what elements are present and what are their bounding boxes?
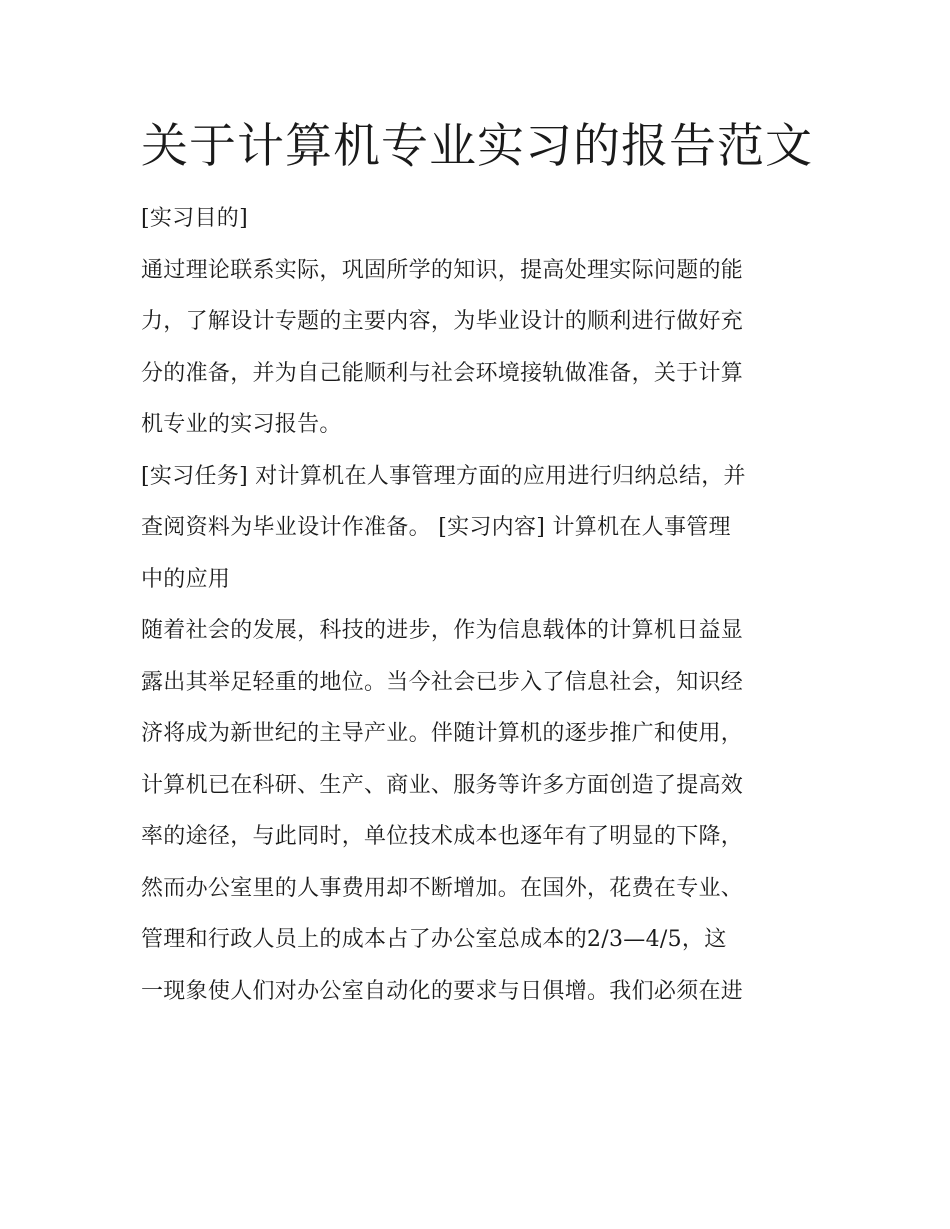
- body-line: 一现象使人们对办公室自动化的要求与日俱增。我们必须在进: [141, 978, 744, 1004]
- body-line: [实习任务] 对计算机在人事管理方面的应用进行归纳总结，并: [141, 463, 746, 489]
- body-line: 中的应用: [141, 566, 231, 592]
- body-line: [实习目的]: [141, 206, 248, 231]
- body-line: 然而办公室里的人事费用却不断增加。在国外，花费在专业、: [141, 875, 744, 901]
- body-line: 计算机已在科研、生产、商业、服务等许多方面创造了提高效: [141, 772, 744, 798]
- body-line: 分的准备，并为自己能顺利与社会环境接轨做准备，关于计算: [141, 360, 744, 386]
- body-line: 露出其举足轻重的地位。当今社会已步入了信息社会，知识经: [141, 669, 744, 695]
- document-title: 关于计算机专业实习的报告范文: [141, 119, 813, 174]
- body-line: 机专业的实习报告。: [141, 412, 342, 437]
- body-line: 管理和行政人员上的成本占了办公室总成本的2/3—4/5，这: [141, 927, 727, 952]
- document-body: [141, 193, 813, 1017]
- body-line: 查阅资料为毕业设计作准备。 [实习内容] 计算机在人事管理: [141, 515, 731, 540]
- body-line: 随着社会的发展，科技的进步，作为信息载体的计算机日益显: [141, 618, 744, 643]
- document-page: [141, 110, 813, 1017]
- body-line: 济将成为新世纪的主导产业。伴随计算机的逐步推广和使用，: [141, 721, 744, 746]
- body-line: 通过理论联系实际，巩固所学的知识，提高处理实际问题的能: [141, 257, 744, 283]
- body-line: 力，了解设计专题的主要内容，为毕业设计的顺利进行做好充: [141, 309, 744, 334]
- body-line: 率的途径，与此同时，单位技术成本也逐年有了明显的下降，: [141, 824, 744, 849]
